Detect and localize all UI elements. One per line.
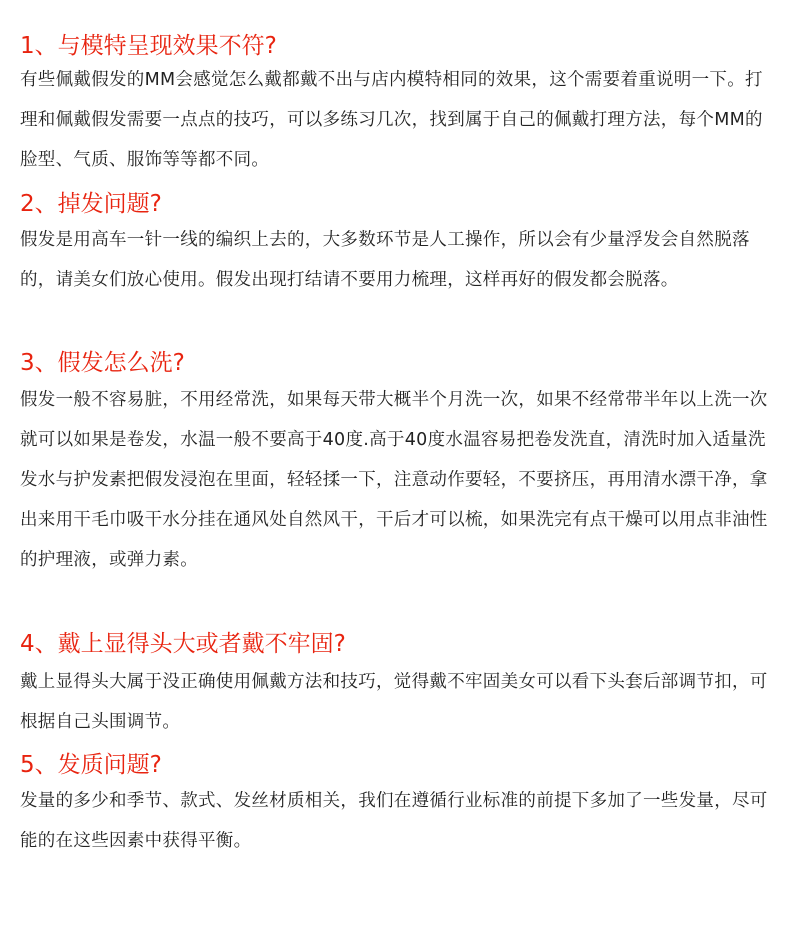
- faq-answer-text: 发量的多少和季节、款式、发丝材质相关，我们在遵循行业标准的前提下多加了一些发量，尽可能的在这些因素中获得平衡。: [20, 791, 768, 851]
- faq-question-title: 5、发质问题?: [20, 752, 162, 778]
- faq-answer-text: 戴上显得头大属于没正确使用佩戴方法和技巧，觉得戴不牢固美女可以看下头套后部调节扣，可根据自己头围调节。: [20, 672, 768, 732]
- faq-question-title: 2、掉发问题?: [20, 191, 162, 217]
- faq-question-title: 4、戴上显得头大或者戴不牢固?: [20, 631, 346, 657]
- faq-question-title: 3、假发怎么洗?: [20, 350, 185, 376]
- faq-answer-text: 有些佩戴假发的MM会感觉怎么戴都戴不出与店内模特相同的效果，这个需要着重说明一下。打理和佩戴假发需要一点点的技巧，可以多练习几次，找到属于自己的佩戴打理方法，每个MM的脸型、气质、服饰等等都不同。: [20, 70, 763, 170]
- faq-answer-text: 假发是用高车一针一线的编织上去的，大多数环节是人工操作，所以会有少量浮发会自然脱落的，请美女们放心使用。假发出现打结请不要用力梳理，这样再好的假发都会脱落。: [20, 230, 750, 290]
- faq-answer-text: 假发一般不容易脏，不用经常洗，如果每天带大概半个月洗一次，如果不经常带半年以上洗一次就可以如果是卷发，水温一般不要高于40度.高于40度水温容易把卷发洗直，清洗时加入适量洗发水与护发素把假发浸泡在里面，轻轻揉一下，注意动作要轻，不要挤压，再用清水漂干净，拿出来用干毛巾吸干水分挂在通风处自然风干，干后才可以梳，如果洗完有点干燥可以用点非油性的护理液，或弹力素。: [20, 390, 768, 570]
- faq-question-title: 1、与模特呈现效果不符?: [20, 33, 277, 59]
